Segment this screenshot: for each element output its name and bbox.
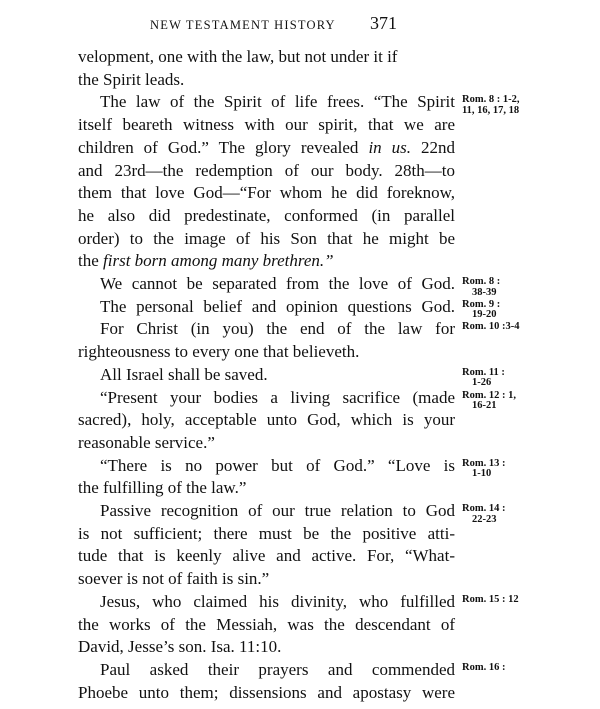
- text-line: [100, 388, 455, 408]
- text-segment: the fulfilling of the law.”: [78, 478, 247, 498]
- text-line: [100, 297, 455, 317]
- text-line: [100, 592, 455, 612]
- text-line: [78, 569, 455, 589]
- text-line: [100, 660, 455, 680]
- text-segment: them that love God—“For whom he did foreknow,: [78, 183, 455, 203]
- text-line: [78, 70, 455, 90]
- reference-text: Rom. 12 : 1,: [462, 389, 516, 401]
- margin-reference: [462, 459, 505, 480]
- margin-reference: [462, 391, 516, 412]
- text-line: [78, 229, 455, 249]
- text-line: [78, 206, 455, 226]
- text-segment: For Christ (in you) the end of the law for: [100, 319, 455, 339]
- reference-verses: 1-26: [472, 377, 492, 389]
- text-segment: tude that is keenly alive and active. For, “What-: [78, 546, 455, 566]
- text-segment: is not sufficient; there must be the positive atti-: [78, 523, 455, 543]
- text-segment: itself beareth witness with our spirit, that we are: [78, 115, 455, 135]
- reference-text: Rom. 11 :: [462, 366, 505, 378]
- reference-text: Rom. 9 :: [462, 298, 501, 310]
- text-segment: the works of the Messiah, was the descendant of: [78, 614, 455, 634]
- text-line: [78, 478, 455, 498]
- reference-text: Rom. 8 :: [462, 276, 501, 287]
- text-segment: and 23rd—the redemption of our body. 28th—to: [78, 160, 455, 180]
- reference-verses: 38-39: [472, 286, 497, 298]
- margin-reference: [462, 504, 505, 525]
- text-segment: children of God.” The glory revealed: [78, 137, 369, 157]
- text-line: [78, 524, 455, 544]
- text-segment: he also did predestinate, conformed (in parallel: [78, 205, 455, 225]
- text-segment: All Israel shall be saved.: [100, 364, 268, 384]
- reference-text: Rom. 8 : 1-2,: [462, 94, 520, 106]
- text-line: [78, 342, 455, 362]
- reference-verses: 16-21: [472, 400, 497, 411]
- text-segment: The law of the Spirit of life frees. “The Spirit: [100, 92, 455, 112]
- text-segment: the Spirit leads.: [78, 69, 185, 89]
- italic-text: in us.: [368, 137, 412, 157]
- text-line: [78, 683, 455, 703]
- reference-text: Rom. 10 :3-4: [462, 321, 520, 333]
- text-line: [78, 637, 455, 657]
- text-segment: Passive recognition of our true relation to God: [100, 501, 455, 520]
- text-segment: Phoebe unto them; dissensions and apostasy were: [78, 682, 455, 702]
- text-segment: “Present your bodies a living sacrifice (made: [100, 387, 455, 407]
- text-segment: soever is not of faith is sin.”: [78, 569, 270, 589]
- reference-text: Rom. 14 :: [462, 503, 506, 514]
- running-header: NEW TESTAMENT HISTORY: [150, 18, 336, 32]
- reference-verses: 22-23: [472, 513, 497, 525]
- text-line: [78, 47, 455, 67]
- text-line: [100, 501, 455, 521]
- text-segment: The personal belief and opinion questions God.: [100, 296, 455, 316]
- text-line: [100, 456, 455, 476]
- text-segment: order) to the image of his Son that he might be: [78, 228, 455, 248]
- page-number: 371: [370, 13, 397, 33]
- reference-text: Rom. 16 :: [462, 661, 506, 673]
- reference-verses: 1-10: [472, 468, 492, 480]
- text-line: [78, 115, 455, 135]
- text-line: [78, 251, 455, 271]
- text-segment: 22nd: [411, 137, 456, 157]
- text-line: [78, 161, 455, 181]
- text-line: [78, 410, 455, 430]
- text-line: [100, 92, 455, 112]
- text-segment: velopment, one with the law, but not under it if: [78, 47, 398, 66]
- margin-reference: [462, 277, 500, 298]
- reference-verses: 11, 16, 17, 18: [462, 104, 520, 116]
- text-line: [100, 274, 455, 294]
- margin-reference: [462, 322, 519, 333]
- text-line: [100, 365, 455, 385]
- text-line: [78, 138, 455, 158]
- text-segment: Jesus, who claimed his divinity, who fulfilled: [100, 591, 455, 611]
- margin-reference: [462, 95, 519, 116]
- text-segment: We cannot be separated from the love of God.: [100, 274, 455, 293]
- text-segment: righteousness to every one that believeth.: [78, 342, 360, 362]
- text-line: [78, 615, 455, 635]
- margin-reference: [462, 595, 519, 606]
- text-line: [78, 433, 455, 453]
- reference-text: Rom. 13 :: [462, 457, 506, 469]
- text-segment: “There is no power but of God.” “Love is: [100, 455, 455, 475]
- reference-text: Rom. 15 : 12: [462, 593, 519, 605]
- text-line: [78, 546, 455, 566]
- italic-text: first born among many brethren.”: [103, 251, 334, 271]
- text-line: [78, 183, 455, 203]
- margin-reference: [462, 368, 505, 389]
- text-line: [100, 319, 455, 339]
- reference-verses: 19-20: [472, 309, 497, 321]
- text-segment: sacred), holy, acceptable unto God, which is your: [78, 410, 455, 430]
- margin-reference: [462, 663, 505, 674]
- text-segment: reasonable service.”: [78, 432, 215, 452]
- margin-reference: [462, 300, 500, 321]
- text-segment: David, Jesse’s son. Isa. 11:10.: [78, 637, 282, 657]
- text-segment: the: [78, 251, 104, 271]
- text-segment: Paul asked their prayers and commended: [100, 659, 455, 679]
